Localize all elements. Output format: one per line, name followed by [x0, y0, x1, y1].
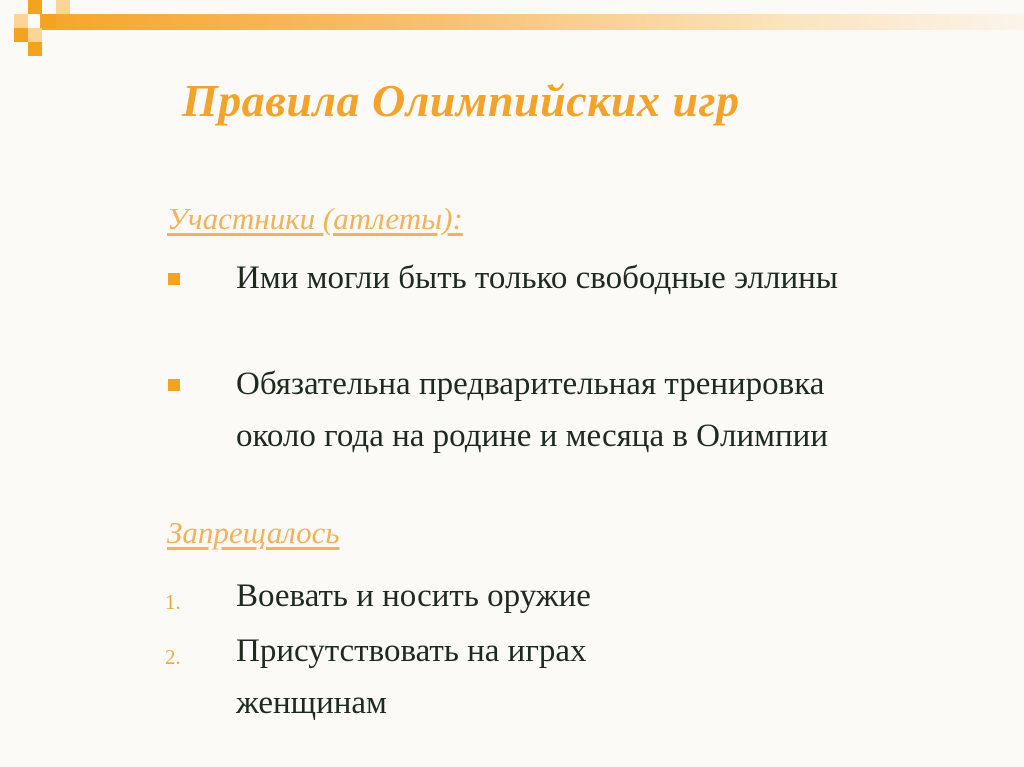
- section-heading-forbidden: Запрещалось: [167, 515, 340, 550]
- list-item: Воевать и носить оружие: [236, 578, 591, 614]
- list-item: Присутствовать на играх женщинам: [236, 633, 587, 721]
- decorative-square: [28, 28, 42, 42]
- decorative-square: [28, 42, 42, 56]
- list-number: 1.: [165, 590, 181, 614]
- decorative-square: [14, 28, 28, 42]
- list-item: Ими могли быть только свободные эллины: [236, 260, 838, 296]
- slide-title: Правила Олимпийских игр: [182, 75, 740, 126]
- list-number: 2.: [165, 645, 181, 669]
- bullet-square-icon: [168, 379, 180, 391]
- decorative-square: [42, 14, 56, 28]
- decorative-square: [14, 14, 28, 28]
- decorative-top-bar: [40, 14, 1024, 30]
- decorative-square: [28, 0, 42, 14]
- list-item: Обязательна предварительная тренировка около года на родине и месяца в Олимпии: [236, 366, 829, 454]
- bullet-square-icon: [168, 273, 180, 285]
- section-heading-participants: Участники (атлеты):: [167, 201, 463, 236]
- decorative-square: [56, 0, 70, 14]
